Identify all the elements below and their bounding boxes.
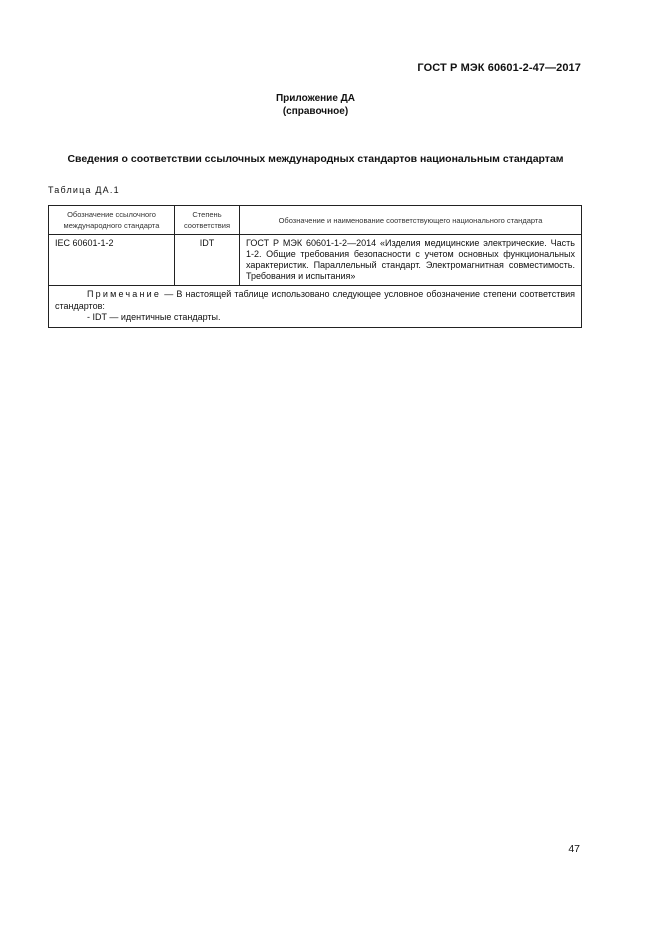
correspondence-table bbox=[48, 205, 582, 328]
cell-international-standard: IEC 60601-1-2 bbox=[49, 235, 175, 286]
table-header-row bbox=[49, 206, 582, 235]
table-caption: Таблица ДА.1 bbox=[48, 185, 120, 195]
column-header-national-standard: Обозначение и наименование соответствующего национального стандарта bbox=[240, 206, 582, 235]
note-label: Примечание bbox=[87, 289, 162, 299]
annex-subtitle: (справочное) bbox=[282, 106, 349, 117]
note-text-line bbox=[55, 289, 575, 312]
cell-degree: IDT bbox=[175, 235, 240, 286]
table-note bbox=[49, 286, 582, 328]
table-note-row bbox=[49, 286, 582, 328]
table-row bbox=[49, 235, 582, 286]
note-text: — В настоящей таблице использовано следующее условное обозначение степени соответствия стандартов: bbox=[55, 289, 575, 311]
column-header-degree: Степень соответствия bbox=[175, 206, 240, 235]
column-header-international-standard: Обозначение ссылочного международного стандарта bbox=[49, 206, 175, 235]
section-title: Сведения о соответствии ссылочных международных стандартов национальным стандартам bbox=[67, 153, 564, 165]
annex-heading bbox=[0, 92, 631, 118]
note-item: - IDT — идентичные стандарты. bbox=[87, 312, 221, 322]
document-code: ГОСТ Р МЭК 60601-2-47—2017 bbox=[417, 62, 581, 74]
cell-national-standard: ГОСТ Р МЭК 60601-1-2—2014 «Изделия медицинские электрические. Часть 1-2. Общие требования безопасности с учетом основных функциональных характеристик. Параллельный стандарт. Электромагнитная совместимость. Требования и испытания» bbox=[240, 235, 582, 286]
page-number: 47 bbox=[568, 843, 580, 855]
annex-title: Приложение ДА bbox=[275, 93, 356, 104]
